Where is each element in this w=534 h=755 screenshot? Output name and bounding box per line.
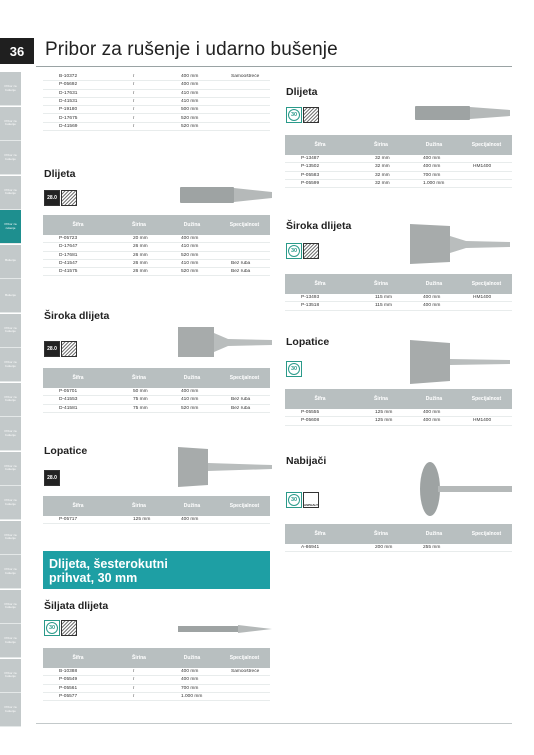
shank-size-label: 28.0: [47, 475, 57, 481]
table-cell: 75 mm: [133, 405, 148, 411]
table-cell: D-41581: [59, 405, 78, 411]
table-cell: 400 mm: [423, 295, 441, 301]
column-header: Specijalnost: [471, 142, 502, 148]
shank-size-label: 28.0: [47, 195, 57, 201]
column-header: Šifra: [72, 655, 84, 661]
table-cell: 125 mm: [375, 410, 393, 416]
table-cell: 400 mm: [423, 410, 441, 416]
table-row: [43, 106, 270, 114]
hex-30-icon: [286, 243, 302, 259]
page-title: Pribor za rušenje i udarno bušenje: [45, 39, 338, 60]
table-cell: 400 mm: [181, 236, 199, 242]
table-cell: 32 mm: [375, 156, 390, 162]
icon-group: [286, 361, 302, 377]
table-cell: 32 mm: [375, 172, 390, 178]
table-cell: P-05577: [59, 694, 78, 700]
table-cell: P-05561: [59, 685, 78, 691]
column-header: Širina: [374, 281, 388, 287]
table-row: [285, 172, 512, 180]
column-header: Šifra: [314, 531, 326, 537]
table-header: [43, 648, 270, 668]
table-row: [43, 388, 270, 396]
table-cell: 26 mm: [133, 244, 148, 250]
table-cell: 410 mm: [181, 261, 199, 267]
table-cell: P-05608: [301, 418, 320, 424]
table-cell: 1.000 mm: [423, 181, 445, 187]
table-header: [285, 274, 512, 294]
table-cell: 520 mm: [181, 115, 199, 121]
sidebar-tab[interactable]: Pribor za bušenje: [0, 590, 21, 624]
table-cell: /: [133, 115, 135, 121]
table-header: [43, 368, 270, 388]
column-header: Šifra: [72, 222, 84, 228]
column-header: Dužina: [425, 142, 443, 148]
table-row: [285, 294, 512, 302]
table-row: [285, 409, 512, 417]
table-row: [43, 252, 270, 260]
sidebar-tab[interactable]: Pribor za bušenje: [0, 452, 21, 486]
table-cell: /: [133, 82, 135, 88]
table-cell: 400 mm: [181, 74, 199, 80]
footer-rule: [36, 723, 512, 724]
table-cell: P-05599: [301, 181, 320, 187]
table-row: [43, 98, 270, 106]
table-row: [43, 396, 270, 404]
table-row: [285, 417, 512, 425]
sidebar-tab[interactable]: Pribor za bušenje: [0, 521, 21, 555]
table-cell: /: [133, 107, 135, 113]
pointed-chisel-image: [178, 622, 272, 636]
table-cell: /: [133, 694, 135, 700]
material-concrete-icon: [303, 243, 319, 259]
table-cell: /: [133, 74, 135, 80]
table-cell: Samooštreće: [231, 74, 260, 80]
asphalt-icon: [303, 492, 319, 508]
table-cell: /: [133, 123, 135, 129]
table-cell: D-41569: [59, 123, 78, 129]
sidebar-tab[interactable]: Pribor za bušenje: [0, 417, 21, 451]
table-row: [43, 81, 270, 89]
section-title-lopatice-right: Lopatice: [286, 336, 330, 348]
table-row: [43, 73, 270, 81]
table-row: [43, 405, 270, 413]
top-product-table: [43, 73, 270, 131]
table-cell: P-05549: [59, 677, 78, 683]
shank-sds-icon: [44, 341, 60, 357]
section-title-siljata-dlijeta: Šiljata dlijeta: [44, 600, 109, 612]
column-header: Specijalnost: [229, 222, 260, 228]
column-header: Šifra: [314, 396, 326, 402]
table-cell: 1.000 mm: [181, 694, 203, 700]
table-row: [43, 676, 270, 684]
hex-30-icon: [286, 107, 302, 123]
table-row: [285, 155, 512, 163]
table-cell: 75 mm: [133, 397, 148, 403]
table-row: [43, 123, 270, 131]
table-row: [285, 163, 512, 171]
table-header: [285, 135, 512, 155]
table-row: [285, 180, 512, 188]
column-header: Širina: [374, 531, 388, 537]
column-header: Dužina: [183, 222, 201, 228]
column-header: Širina: [374, 142, 388, 148]
table-row: [43, 268, 270, 276]
table-cell: P-05717: [59, 517, 78, 523]
table-cell: 410 mm: [181, 90, 199, 96]
table-cell: 400 mm: [181, 517, 199, 523]
page-number: 36: [0, 38, 34, 64]
table-cell: 500 mm: [181, 107, 199, 113]
column-header: Dužina: [425, 396, 443, 402]
icon-group: [286, 107, 319, 123]
hex-size-label: 30: [288, 245, 300, 257]
dlijeta-right-table: [285, 135, 512, 188]
section-title-siroka-dlijeta-right: Široka dlijeta: [286, 220, 352, 232]
section-title-dlijeta: Dlijeta: [44, 168, 76, 180]
sidebar-tabs: [0, 72, 21, 728]
table-cell: Bez ruba: [231, 397, 251, 403]
material-concrete-icon: [61, 341, 77, 357]
table-cell: 26 mm: [133, 269, 148, 275]
table-row: [285, 544, 512, 552]
column-header: Širina: [132, 222, 146, 228]
table-row: [43, 243, 270, 251]
icon-group: [286, 243, 319, 259]
table-cell: D-17631: [59, 90, 78, 96]
icon-group: [44, 190, 77, 206]
table-cell: 410 mm: [181, 397, 199, 403]
column-header: Šifra: [314, 142, 326, 148]
table-row: [43, 114, 270, 122]
hex-shank-band: [43, 551, 270, 589]
sidebar-tab[interactable]: Pribor za bušenje: [0, 141, 21, 175]
sidebar-tab[interactable]: Pribor za bušenje: [0, 555, 21, 589]
sidebar-tab[interactable]: Pribor za bušenje: [0, 176, 21, 210]
table-cell: D-17675: [59, 115, 78, 121]
table-cell: P-13518: [301, 303, 320, 309]
table-row: [285, 302, 512, 310]
material-concrete-icon: [61, 190, 77, 206]
nabijaci-table: [285, 524, 512, 552]
sidebar-tab[interactable]: Pribor za bušenje: [0, 348, 21, 382]
header-rule: [36, 66, 512, 67]
material-concrete-icon: [61, 620, 77, 636]
hex-size-label: 30: [288, 494, 300, 506]
table-cell: D-17681: [59, 252, 78, 258]
column-header: Specijalnost: [229, 375, 260, 381]
flat-chisel-image: [180, 184, 272, 206]
hex-30-icon: [44, 620, 60, 636]
table-cell: Bez ruba: [231, 269, 251, 275]
column-header: Specijalnost: [471, 531, 502, 537]
table-row: [43, 90, 270, 98]
sidebar-tab[interactable]: Bušenje: [0, 245, 21, 279]
table-cell: Bez ruba: [231, 261, 251, 267]
table-cell: 520 mm: [181, 252, 199, 258]
table-cell: 20 mm: [133, 236, 148, 242]
table-cell: 115 mm: [375, 303, 392, 309]
hex-size-label: 30: [288, 363, 300, 375]
table-cell: /: [133, 99, 135, 105]
table-cell: B-10388: [59, 669, 78, 675]
table-cell: D-41575: [59, 269, 78, 275]
wide-chisel-image: [178, 327, 272, 359]
column-header: Širina: [132, 503, 146, 509]
icon-group: [44, 620, 77, 636]
column-header: Dužina: [425, 531, 443, 537]
band-line-2: prihvat, 30 mm: [49, 571, 138, 585]
table-cell: 400 mm: [423, 156, 441, 162]
dlijeta-table: [43, 215, 270, 276]
lopatice-table: [43, 496, 270, 524]
lopatice-right-table: [285, 389, 512, 426]
table-cell: 400 mm: [181, 82, 199, 88]
table-cell: Bez ruba: [231, 405, 251, 411]
table-cell: D-41531: [59, 99, 78, 105]
table-cell: P-13493: [301, 295, 320, 301]
table-cell: B-10372: [59, 74, 78, 80]
column-header: Specijalnost: [471, 396, 502, 402]
table-cell: 400 mm: [181, 389, 199, 395]
table-cell: P-05555: [301, 410, 320, 416]
column-header: Specijalnost: [229, 503, 260, 509]
column-header: Dužina: [183, 503, 201, 509]
column-header: Šifra: [72, 375, 84, 381]
table-cell: 26 mm: [133, 252, 148, 258]
table-cell: D-41553: [59, 397, 78, 403]
hex-size-label: 30: [288, 109, 300, 121]
column-header: Specijalnost: [471, 281, 502, 287]
sidebar-tab[interactable]: Pribor za bušenje: [0, 314, 21, 348]
table-cell: D-41547: [59, 261, 78, 267]
table-cell: P-05692: [59, 82, 78, 88]
column-header: Širina: [374, 396, 388, 402]
table-cell: 400 mm: [423, 303, 441, 309]
table-cell: 410 mm: [181, 244, 199, 250]
table-cell: /: [133, 669, 135, 675]
table-cell: /: [133, 90, 135, 96]
table-row: [43, 260, 270, 268]
table-cell: 520 mm: [181, 405, 199, 411]
siroka-dlijeta-table: [43, 368, 270, 413]
band-line-1: Dlijeta, šesterokutni: [49, 557, 168, 571]
section-title-nabijaci: Nabijači: [286, 455, 327, 467]
table-cell: 255 mm: [423, 545, 441, 551]
shank-sds-icon: [44, 190, 60, 206]
table-cell: P-13487: [301, 156, 320, 162]
table-cell: 700 mm: [423, 172, 441, 178]
table-cell: A-86941: [301, 545, 320, 551]
tamper-image: [418, 461, 512, 517]
table-cell: 700 mm: [181, 685, 199, 691]
table-cell: HM1400: [473, 418, 492, 424]
spade-chisel-image: [178, 447, 272, 487]
sidebar-tab[interactable]: Pribor za bušenje: [0, 72, 21, 106]
table-cell: 32 mm: [375, 164, 390, 170]
column-header: Širina: [132, 375, 146, 381]
hex-30-icon: [286, 361, 302, 377]
table-cell: 400 mm: [423, 164, 441, 170]
table-cell: 400 mm: [423, 418, 441, 424]
sidebar-tab[interactable]: Pribor za bušenje: [0, 383, 21, 417]
table-cell: 520 mm: [181, 123, 199, 129]
sidebar-tab[interactable]: Pribor za rušenje: [0, 210, 21, 244]
table-cell: D-17647: [59, 244, 78, 250]
table-cell: 26 mm: [133, 261, 148, 267]
sidebar-tab[interactable]: Pribor za bušenje: [0, 659, 21, 693]
table-row: [43, 516, 270, 524]
siroka-dlijeta-right-table: [285, 274, 512, 311]
table-row: [43, 668, 270, 676]
table-cell: 400 mm: [181, 669, 199, 675]
spade-chisel-image: [410, 340, 510, 384]
shank-size-label: 28.0: [47, 346, 57, 352]
column-header: Šifra: [314, 281, 326, 287]
sidebar-tab[interactable]: Pribor za bušenje: [0, 693, 21, 727]
table-cell: 520 mm: [181, 269, 199, 275]
table-cell: P-13502: [301, 164, 320, 170]
column-header: Širina: [132, 655, 146, 661]
sidebar-tab[interactable]: Pribor za bušenje: [0, 107, 21, 141]
hex-30-icon: [286, 492, 302, 508]
icon-group: [286, 492, 319, 508]
table-row: [43, 235, 270, 243]
table-cell: HM1400: [473, 164, 492, 170]
column-header: Specijalnost: [229, 655, 260, 661]
table-header: [285, 389, 512, 409]
section-title-lopatice: Lopatice: [44, 445, 88, 457]
section-title-siroka-dlijeta: Široka dlijeta: [44, 310, 110, 322]
column-header: Šifra: [72, 503, 84, 509]
section-title-dlijeta-right: Dlijeta: [286, 86, 318, 98]
table-header: [285, 524, 512, 544]
siljata-dlijeta-table: [43, 648, 270, 701]
hex-size-label: 30: [46, 622, 58, 634]
table-cell: 200 mm: [375, 545, 393, 551]
table-cell: 115 mm: [375, 295, 392, 301]
table-row: [43, 693, 270, 701]
sidebar-tab[interactable]: Pribor za bušenje: [0, 486, 21, 520]
shank-sds-icon: [44, 470, 60, 486]
sidebar-tab[interactable]: Bušenje: [0, 279, 21, 313]
column-header: Dužina: [425, 281, 443, 287]
table-cell: 125 mm: [133, 517, 151, 523]
table-cell: 50 mm: [133, 389, 148, 395]
table-cell: 410 mm: [181, 99, 199, 105]
table-header: [43, 496, 270, 516]
material-concrete-icon: [303, 107, 319, 123]
sidebar-tab[interactable]: Pribor za bušenje: [0, 624, 21, 658]
table-cell: HM1400: [473, 295, 492, 301]
table-cell: P-05723: [59, 236, 78, 242]
table-cell: 32 mm: [375, 181, 390, 187]
table-cell: 400 mm: [181, 677, 199, 683]
table-header: [43, 215, 270, 235]
asphalt-label: ASPHALT: [304, 503, 318, 507]
table-cell: P-05583: [301, 172, 320, 178]
table-cell: 125 mm: [375, 418, 393, 424]
table-row: [43, 685, 270, 693]
wide-chisel-image: [410, 222, 510, 266]
table-cell: P-05701: [59, 389, 78, 395]
column-header: Dužina: [183, 655, 201, 661]
table-cell: Samooštreće: [231, 669, 260, 675]
icon-group: [44, 470, 60, 486]
table-cell: /: [133, 685, 135, 691]
table-cell: /: [133, 677, 135, 683]
flat-chisel-image: [415, 103, 510, 123]
icon-group: [44, 341, 77, 357]
column-header: Dužina: [183, 375, 201, 381]
table-cell: P-19180: [59, 107, 78, 113]
